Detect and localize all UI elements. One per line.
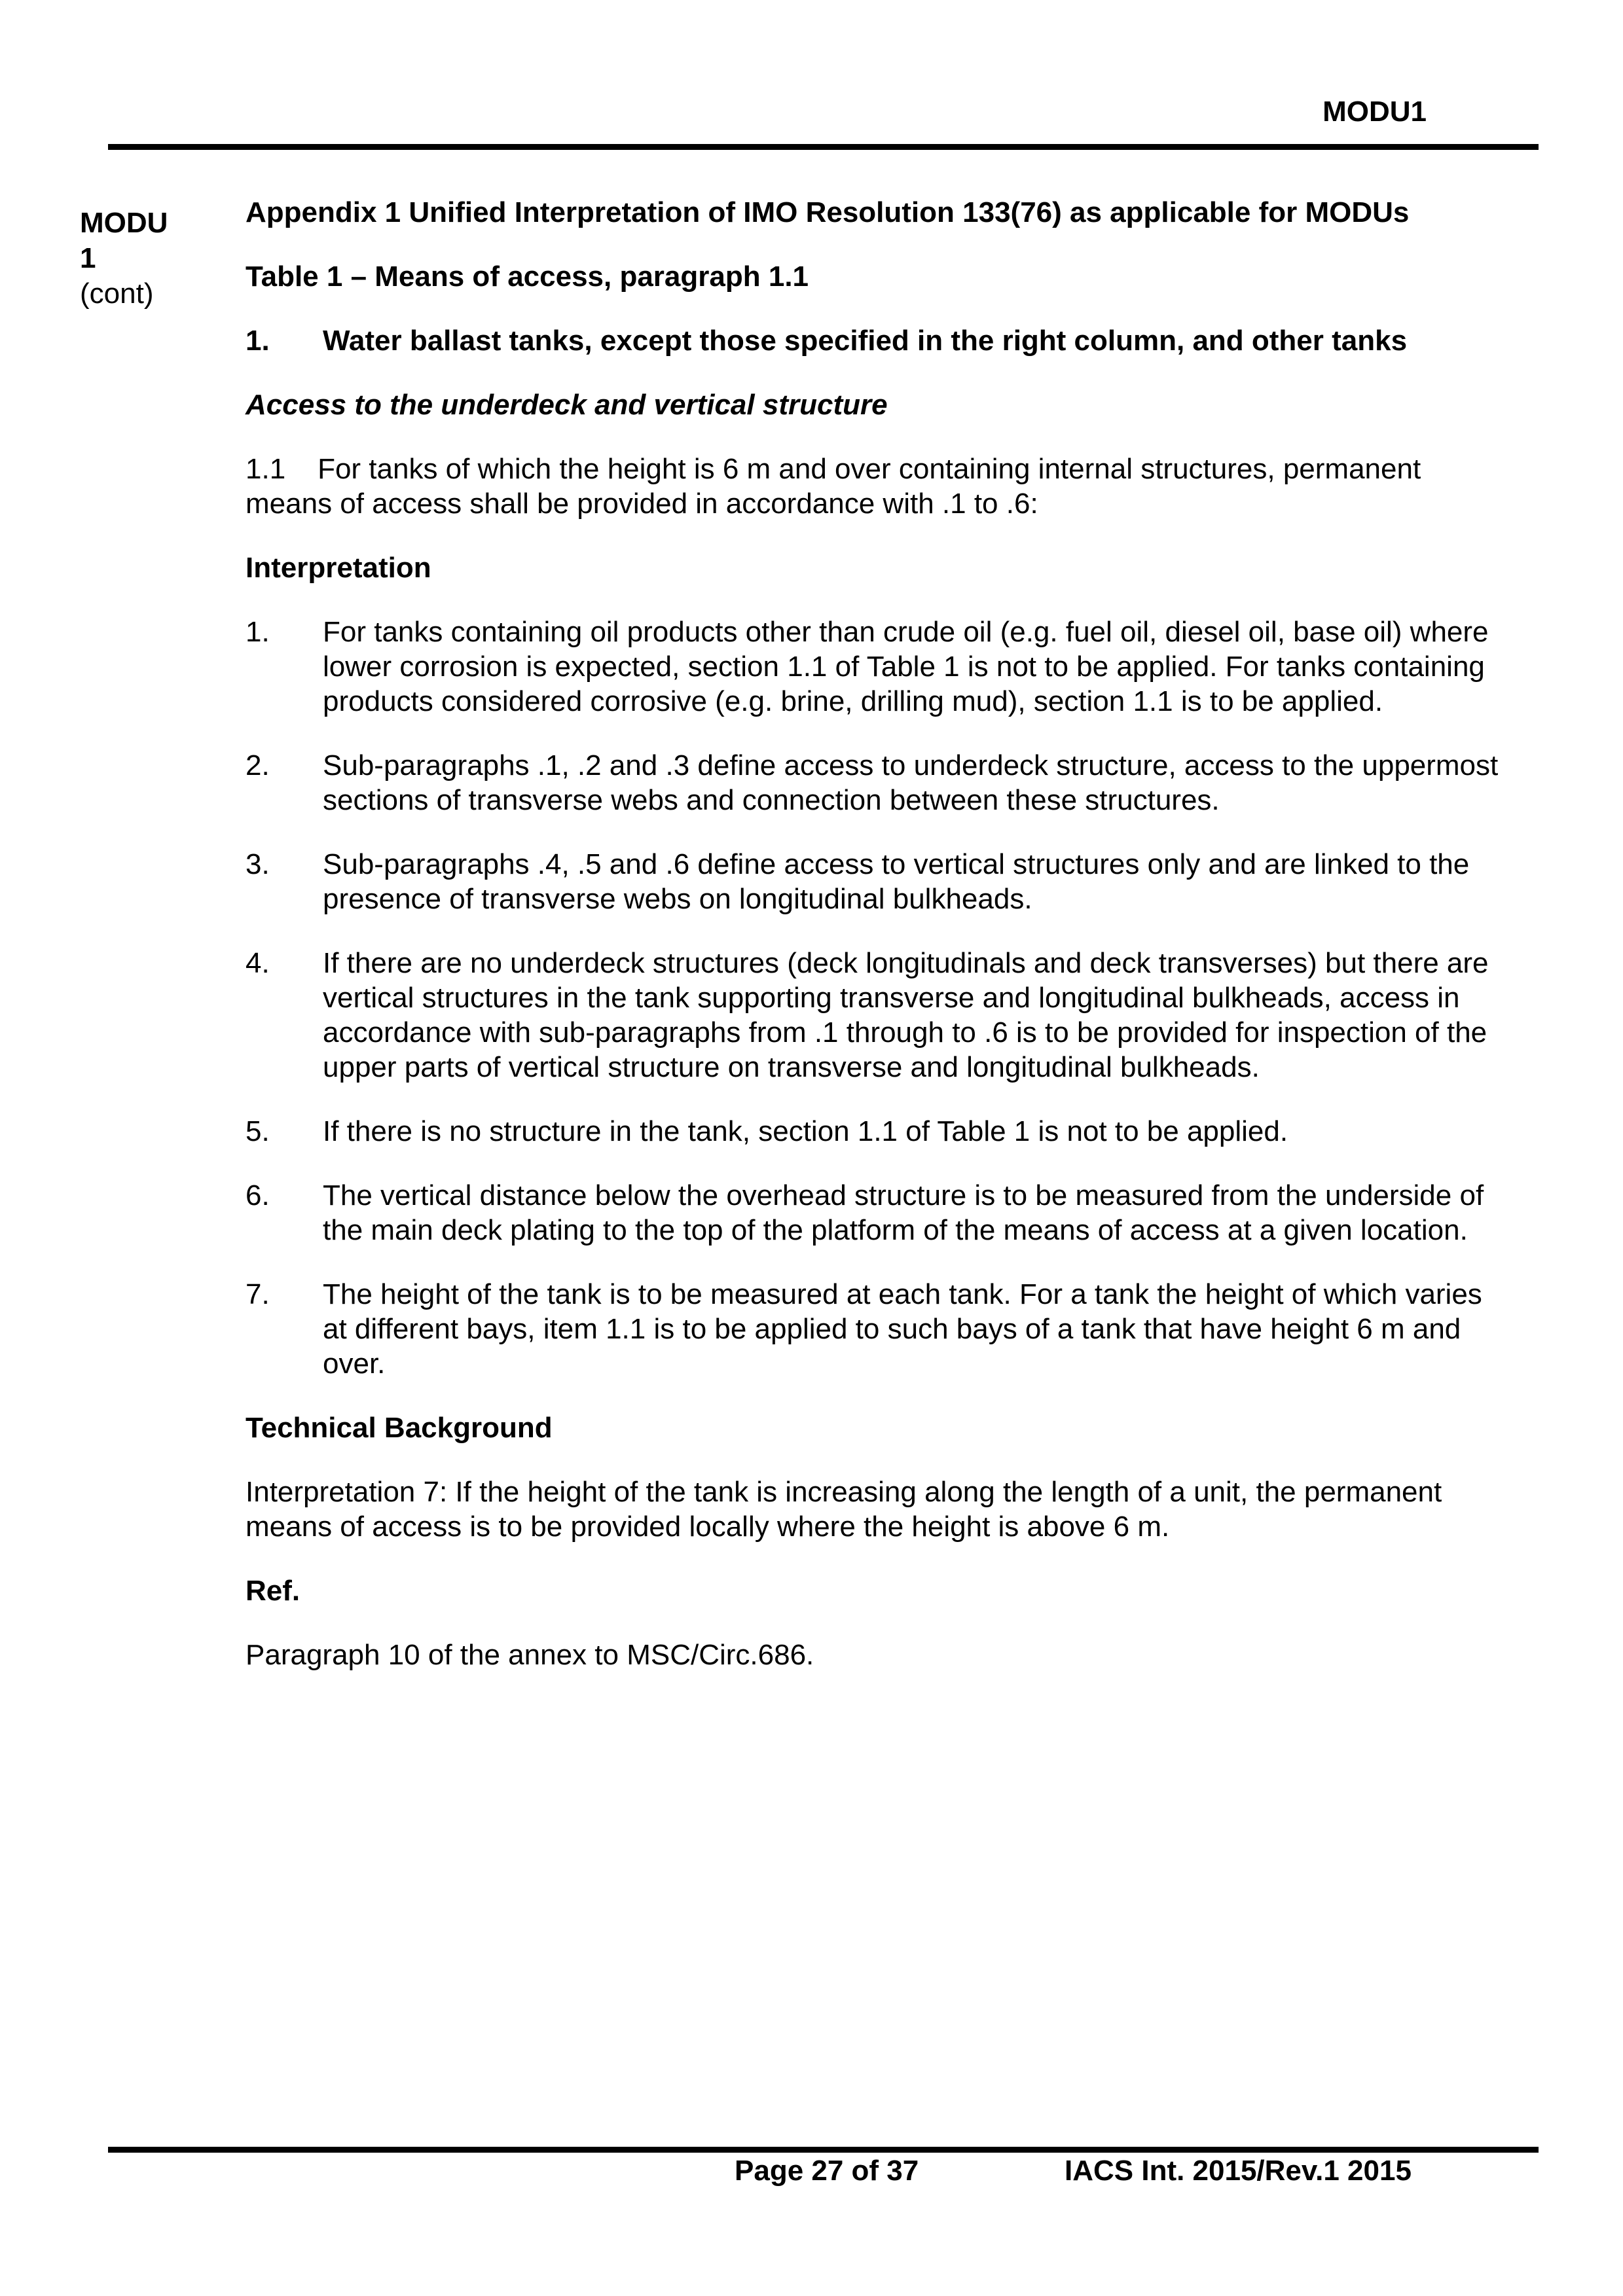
header-rule (108, 144, 1539, 150)
list-item-number: 5. (246, 1115, 270, 1147)
list-item-text: The vertical distance below the overhead structure is to be measured from the underside of the main deck plating to the top of the platform of the means of access at a given location. (323, 1179, 1484, 1246)
list-item-number: 4. (246, 947, 270, 979)
technical-background-heading: Technical Background (246, 1412, 553, 1444)
list-item (246, 748, 1503, 817)
list-item (246, 847, 1503, 916)
list-item-number: 2. (246, 749, 270, 781)
list-item-number: 1. (246, 616, 270, 648)
side-label (80, 206, 185, 312)
paragraph-1-1: 1.1 For tanks of which the height is 6 m and over containing internal structures, permanent means of access shall be provided in accordance with .1 to .6: (246, 453, 1429, 520)
list-item (246, 1277, 1503, 1381)
footer-page-number: Page 27 of 37 (735, 2155, 919, 2187)
footer-rule (108, 2147, 1539, 2153)
list-item (246, 615, 1503, 719)
list-item-text: Sub-paragraphs .4, .5 and .6 define access to vertical structures only and are linked to the presence of transverse webs on longitudinal bulkheads. (323, 848, 1470, 915)
side-label-line3: (cont) (80, 278, 154, 310)
list-item-number: 7. (246, 1278, 270, 1310)
ref-heading: Ref. (246, 1575, 301, 1607)
list-item-text: Sub-paragraphs .1, .2 and .3 define access to underdeck structure, access to the uppermost sections of transverse webs and connection between these structures. (323, 749, 1499, 816)
section-heading (246, 323, 1503, 358)
list-item-text: If there are no underdeck structures (deck longitudinals and deck transverses) but there are vertical structures in the tank supporting transverse and longitudinal bulkheads, access in accordance with sub-paragraphs from .1 through to .6 is to be provided for inspection of the upper parts of vertical structure on transverse and longitudinal bulkheads. (323, 947, 1489, 1083)
main-content (246, 195, 1503, 1672)
list-item (246, 1114, 1503, 1149)
list-item-text: For tanks containing oil products other than crude oil (e.g. fuel oil, diesel oil, base oil) where lower corrosion is expected, section 1.1 of Table 1 is not to be applied. For tanks containing products considered corrosive (e.g. brine, drilling mud), section 1.1 is to be applied. (323, 616, 1489, 717)
list-item-text: The height of the tank is to be measured at each tank. For a tank the height of which varies at different bays, item 1.1 is to be applied to such bays of a tank that have height 6 m and over. (323, 1278, 1482, 1380)
section-number: 1. (246, 325, 270, 357)
section-title: Water ballast tanks, except those specified in the right column, and other tanks (323, 325, 1408, 357)
list-item (246, 946, 1503, 1085)
list-item-text: If there is no structure in the tank, section 1.1 of Table 1 is not to be applied. (323, 1115, 1288, 1147)
appendix-title: Appendix 1 Unified Interpretation of IMO Resolution 133(76) as applicable for MODUs (246, 196, 1410, 228)
header-document-code: MODU1 (1322, 96, 1427, 128)
side-label-line1: MODU (80, 207, 168, 239)
interpretation-heading: Interpretation (246, 552, 431, 584)
list-item (246, 1178, 1503, 1247)
list-item-number: 3. (246, 848, 270, 880)
list-item-number: 6. (246, 1179, 270, 1211)
ref-text: Paragraph 10 of the annex to MSC/Circ.686. (246, 1639, 814, 1671)
technical-background-text: Interpretation 7: If the height of the tank is increasing along the length of a unit, the permanent means of access is to be provided locally where the height is above 6 m. (246, 1476, 1442, 1543)
side-label-line2: 1 (80, 242, 96, 274)
footer-reference: IACS Int. 2015/Rev.1 2015 (1065, 2155, 1412, 2187)
subheading: Access to the underdeck and vertical structure (246, 389, 888, 421)
table-title: Table 1 – Means of access, paragraph 1.1 (246, 260, 809, 293)
